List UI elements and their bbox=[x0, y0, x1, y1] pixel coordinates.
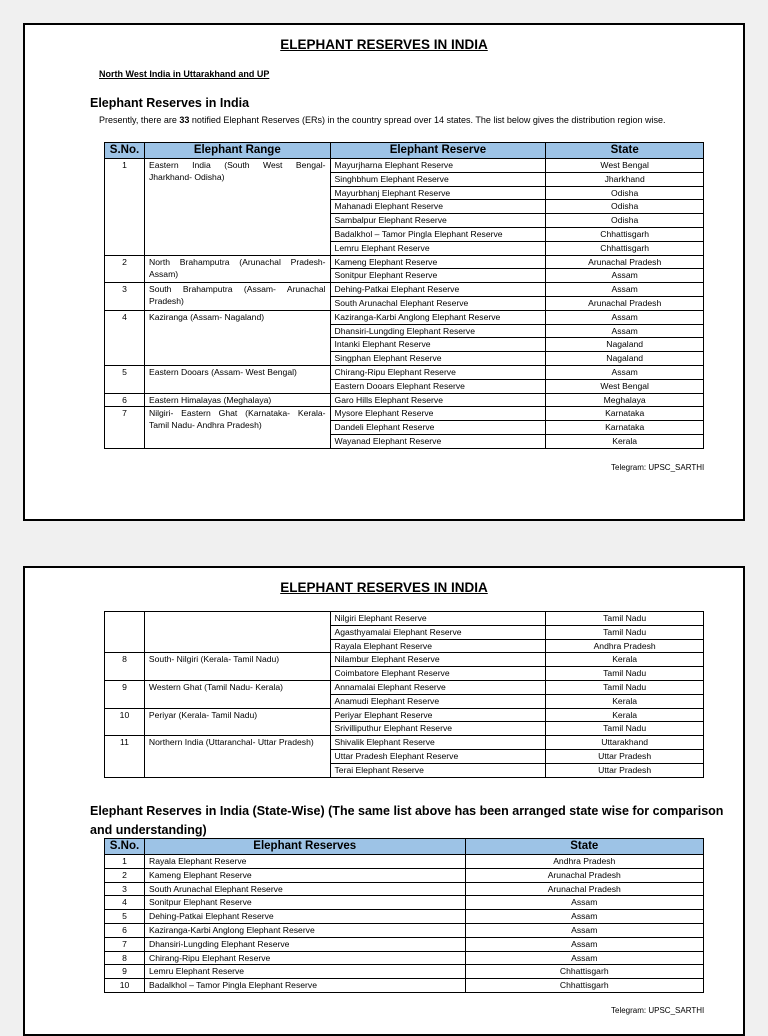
intro-text: notified Elephant Reserves (ERs) in the country spread over 14 states. The list below gives the distribution region wise. bbox=[189, 115, 666, 125]
cell-reserve: Sonitpur Elephant Reserve bbox=[144, 896, 465, 910]
cell-reserve: Nilambur Elephant Reserve bbox=[330, 653, 546, 667]
table-row bbox=[105, 868, 704, 882]
cell-state: Odisha bbox=[546, 200, 704, 214]
table-row bbox=[105, 159, 704, 173]
document-page-2 bbox=[23, 566, 745, 1036]
table-row bbox=[105, 896, 704, 910]
cell-reserve: Dehing-Patkai Elephant Reserve bbox=[330, 283, 546, 297]
state-wise-table bbox=[104, 838, 704, 993]
cell-state: Chhattisgarh bbox=[546, 241, 704, 255]
cell-state: Jharkhand bbox=[546, 172, 704, 186]
cell-reserve: Dhansiri-Lungding Elephant Reserve bbox=[330, 324, 546, 338]
cell-sno: 7 bbox=[105, 407, 145, 448]
page-title: ELEPHANT RESERVES IN INDIA bbox=[280, 580, 488, 595]
cell-state: Andhra Pradesh bbox=[465, 855, 704, 869]
cell-sno: 3 bbox=[105, 882, 145, 896]
cell-sno: 6 bbox=[105, 923, 145, 937]
cell-reserve: Agasthyamalai Elephant Reserve bbox=[330, 625, 546, 639]
cell-sno: 4 bbox=[105, 896, 145, 910]
cell-state: Assam bbox=[546, 269, 704, 283]
cell-reserve: Kaziranga-Karbi Anglong Elephant Reserve bbox=[144, 923, 465, 937]
table-row bbox=[105, 882, 704, 896]
cell-range: South Brahamputra (Assam- Arunachal Pradesh) bbox=[144, 283, 330, 311]
table-row bbox=[105, 653, 704, 667]
cell-range bbox=[144, 612, 330, 653]
cell-sno: 2 bbox=[105, 868, 145, 882]
cell-reserve: Coimbatore Elephant Reserve bbox=[330, 667, 546, 681]
header-reserves: Elephant Reserves bbox=[144, 839, 465, 855]
cell-reserve: Badalkhol – Tamor Pingla Elephant Reserve bbox=[330, 227, 546, 241]
header-reserve: Elephant Reserve bbox=[330, 143, 546, 159]
cell-range: Northern India (Uttaranchal- Uttar Pradesh) bbox=[144, 736, 330, 777]
cell-range: Eastern India (South West Bengal- Jharkhand- Odisha) bbox=[144, 159, 330, 256]
cell-reserve: Kameng Elephant Reserve bbox=[144, 868, 465, 882]
cell-state: Chhattisgarh bbox=[546, 227, 704, 241]
table-row bbox=[105, 612, 704, 626]
region-wise-table bbox=[104, 142, 704, 449]
cell-sno: 11 bbox=[105, 736, 145, 777]
cell-reserve: Terai Elephant Reserve bbox=[330, 763, 546, 777]
page-title: ELEPHANT RESERVES IN INDIA bbox=[280, 37, 488, 52]
cell-range: North Brahamputra (Arunachal Pradesh- Assam) bbox=[144, 255, 330, 283]
cell-reserve: Eastern Dooars Elephant Reserve bbox=[330, 379, 546, 393]
cell-reserve: Dehing-Patkai Elephant Reserve bbox=[144, 910, 465, 924]
section-heading: Elephant Reserves in India bbox=[90, 96, 250, 110]
cell-state: Arunachal Pradesh bbox=[546, 255, 704, 269]
cell-sno: 9 bbox=[105, 965, 145, 979]
cell-reserve: Sonitpur Elephant Reserve bbox=[330, 269, 546, 283]
cell-reserve: South Arunachal Elephant Reserve bbox=[330, 296, 546, 310]
cell-sno: 10 bbox=[105, 979, 145, 993]
cell-state: Assam bbox=[465, 910, 704, 924]
cell-sno: 6 bbox=[105, 393, 145, 407]
cell-state: West Bengal bbox=[546, 159, 704, 173]
cell-state: Assam bbox=[465, 896, 704, 910]
cell-state: Kerala bbox=[546, 653, 704, 667]
cell-sno: 10 bbox=[105, 708, 145, 736]
table-row bbox=[105, 965, 704, 979]
cell-range: Kaziranga (Assam- Nagaland) bbox=[144, 310, 330, 365]
cell-state: Chhattisgarh bbox=[465, 979, 704, 993]
cell-reserve: Kaziranga-Karbi Anglong Elephant Reserve bbox=[330, 310, 546, 324]
cell-state: Chhattisgarh bbox=[465, 965, 704, 979]
cell-sno: 5 bbox=[105, 910, 145, 924]
cell-state: Assam bbox=[465, 923, 704, 937]
cell-state: Uttarakhand bbox=[546, 736, 704, 750]
cell-state: Assam bbox=[465, 937, 704, 951]
cell-state: Andhra Pradesh bbox=[546, 639, 704, 653]
cell-reserve: South Arunachal Elephant Reserve bbox=[144, 882, 465, 896]
table-header-row bbox=[105, 143, 704, 159]
table-row bbox=[105, 680, 704, 694]
cell-state: Assam bbox=[546, 310, 704, 324]
cell-reserve: Rayala Elephant Reserve bbox=[330, 639, 546, 653]
cell-range: Periyar (Kerala- Tamil Nadu) bbox=[144, 708, 330, 736]
cell-reserve: Srivilliputhur Elephant Reserve bbox=[330, 722, 546, 736]
cell-reserve: Nilgiri Elephant Reserve bbox=[330, 612, 546, 626]
cell-reserve: Periyar Elephant Reserve bbox=[330, 708, 546, 722]
table-row bbox=[105, 310, 704, 324]
cell-state: Tamil Nadu bbox=[546, 667, 704, 681]
cell-reserve: Badalkhol – Tamor Pingla Elephant Reserve bbox=[144, 979, 465, 993]
cell-reserve: Mayurjharna Elephant Reserve bbox=[330, 159, 546, 173]
cell-sno: 1 bbox=[105, 159, 145, 256]
cell-state: Tamil Nadu bbox=[546, 722, 704, 736]
table-row bbox=[105, 923, 704, 937]
cell-state: Kerala bbox=[546, 434, 704, 448]
cell-reserve: Lemru Elephant Reserve bbox=[330, 241, 546, 255]
header-state: State bbox=[465, 839, 704, 855]
cell-state: Odisha bbox=[546, 186, 704, 200]
cell-state: West Bengal bbox=[546, 379, 704, 393]
cell-sno: 5 bbox=[105, 365, 145, 393]
cell-state: Uttar Pradesh bbox=[546, 749, 704, 763]
cell-reserve: Singhbhum Elephant Reserve bbox=[330, 172, 546, 186]
cell-sno: 1 bbox=[105, 855, 145, 869]
cell-range: Eastern Himalayas (Meghalaya) bbox=[144, 393, 330, 407]
table-row bbox=[105, 910, 704, 924]
cell-reserve: Singphan Elephant Reserve bbox=[330, 352, 546, 366]
cell-sno: 3 bbox=[105, 283, 145, 311]
cell-reserve: Intanki Elephant Reserve bbox=[330, 338, 546, 352]
cell-reserve: Lemru Elephant Reserve bbox=[144, 965, 465, 979]
cell-state: Assam bbox=[546, 365, 704, 379]
cell-reserve: Mysore Elephant Reserve bbox=[330, 407, 546, 421]
cell-state: Assam bbox=[465, 951, 704, 965]
table-row bbox=[105, 255, 704, 269]
cell-reserve: Annamalai Elephant Reserve bbox=[330, 680, 546, 694]
table-row bbox=[105, 736, 704, 750]
cell-reserve: Dandeli Elephant Reserve bbox=[330, 421, 546, 435]
header-range: Elephant Range bbox=[144, 143, 330, 159]
cell-sno: 9 bbox=[105, 680, 145, 708]
cell-sno: 8 bbox=[105, 653, 145, 681]
table-row bbox=[105, 979, 704, 993]
table-row bbox=[105, 937, 704, 951]
region-wise-table-continued bbox=[104, 611, 704, 778]
cell-state: Arunachal Pradesh bbox=[546, 296, 704, 310]
cell-state: Assam bbox=[546, 283, 704, 297]
cell-state: Tamil Nadu bbox=[546, 625, 704, 639]
cell-state: Uttar Pradesh bbox=[546, 763, 704, 777]
cell-sno: 2 bbox=[105, 255, 145, 283]
cell-state: Nagaland bbox=[546, 352, 704, 366]
cell-reserve: Kameng Elephant Reserve bbox=[330, 255, 546, 269]
cell-reserve: Anamudi Elephant Reserve bbox=[330, 694, 546, 708]
cell-state: Nagaland bbox=[546, 338, 704, 352]
cell-reserve: Rayala Elephant Reserve bbox=[144, 855, 465, 869]
cell-reserve: Shivalik Elephant Reserve bbox=[330, 736, 546, 750]
cell-state: Odisha bbox=[546, 214, 704, 228]
cell-reserve: Sambalpur Elephant Reserve bbox=[330, 214, 546, 228]
cell-reserve: Chirang-Ripu Elephant Reserve bbox=[330, 365, 546, 379]
cell-reserve: Chirang-Ripu Elephant Reserve bbox=[144, 951, 465, 965]
cell-state: Kerala bbox=[546, 708, 704, 722]
cell-state: Meghalaya bbox=[546, 393, 704, 407]
cell-state: Karnataka bbox=[546, 407, 704, 421]
telegram-handle: Telegram: UPSC_SARTHI bbox=[611, 463, 705, 472]
cell-reserve: Mahanadi Elephant Reserve bbox=[330, 200, 546, 214]
section-heading-state-wise: Elephant Reserves in India (State-Wise) (The same list above has been arranged state wise for comparison and understanding) bbox=[90, 804, 724, 837]
cell-sno: 7 bbox=[105, 937, 145, 951]
reserve-count: 33 bbox=[179, 115, 190, 125]
table-row bbox=[105, 283, 704, 297]
telegram-handle: Telegram: UPSC_SARTHI bbox=[611, 1006, 705, 1015]
table-row bbox=[105, 365, 704, 379]
cell-state: Assam bbox=[546, 324, 704, 338]
table-row bbox=[105, 708, 704, 722]
table-header-row bbox=[105, 839, 704, 855]
cell-range: South- Nilgiri (Kerala- Tamil Nadu) bbox=[144, 653, 330, 681]
cell-range: Western Ghat (Tamil Nadu- Kerala) bbox=[144, 680, 330, 708]
cell-range: Eastern Dooars (Assam- West Bengal) bbox=[144, 365, 330, 393]
cell-state: Tamil Nadu bbox=[546, 680, 704, 694]
header-sno: S.No. bbox=[105, 839, 145, 855]
cell-reserve: Uttar Pradesh Elephant Reserve bbox=[330, 749, 546, 763]
intro-text: Presently, there are bbox=[99, 115, 180, 125]
table-row bbox=[105, 407, 704, 421]
cell-reserve: Dhansiri-Lungding Elephant Reserve bbox=[144, 937, 465, 951]
header-state: State bbox=[546, 143, 704, 159]
document-page-1 bbox=[23, 23, 745, 521]
cell-sno: 8 bbox=[105, 951, 145, 965]
table-row bbox=[105, 393, 704, 407]
subtitle-link[interactable]: North West India in Uttarakhand and UP bbox=[99, 69, 270, 79]
cell-range: Nilgiri- Eastern Ghat (Karnataka- Kerala- Tamil Nadu- Andhra Pradesh) bbox=[144, 407, 330, 448]
cell-reserve: Wayanad Elephant Reserve bbox=[330, 434, 546, 448]
cell-state: Tamil Nadu bbox=[546, 612, 704, 626]
cell-sno: 4 bbox=[105, 310, 145, 365]
cell-state: Arunachal Pradesh bbox=[465, 882, 704, 896]
cell-sno bbox=[105, 612, 145, 653]
header-sno: S.No. bbox=[105, 143, 145, 159]
cell-state: Karnataka bbox=[546, 421, 704, 435]
cell-reserve: Mayurbhanj Elephant Reserve bbox=[330, 186, 546, 200]
cell-state: Arunachal Pradesh bbox=[465, 868, 704, 882]
table-row bbox=[105, 951, 704, 965]
cell-state: Kerala bbox=[546, 694, 704, 708]
cell-reserve: Garo Hills Elephant Reserve bbox=[330, 393, 546, 407]
intro-paragraph bbox=[99, 114, 699, 127]
table-row bbox=[105, 855, 704, 869]
